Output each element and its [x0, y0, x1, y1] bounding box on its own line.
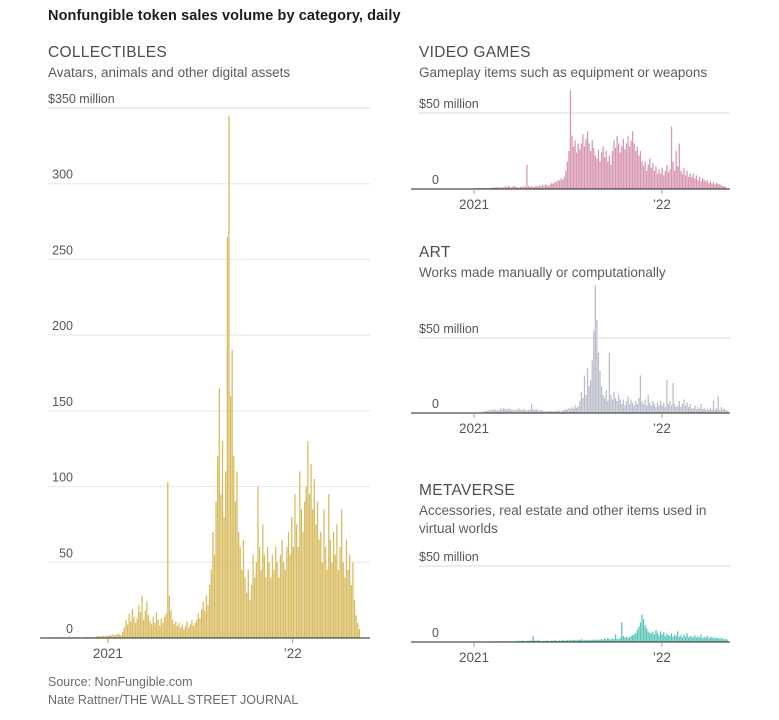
- figure-title: Nonfungible token sales volume by category, daily: [48, 8, 401, 24]
- svg-text:$350 million: $350 million: [48, 92, 115, 106]
- svg-text:0: 0: [432, 626, 439, 640]
- chart-panel-collectibles: [48, 44, 370, 668]
- svg-text:2021: 2021: [92, 646, 123, 661]
- chart-panel-video-games: [419, 44, 730, 219]
- svg-text:’22: ’22: [283, 646, 302, 661]
- svg-text:300: 300: [52, 167, 73, 182]
- metaverse-heading: METAVERSE: [419, 482, 516, 499]
- art-chart: [419, 286, 730, 443]
- video-games-subtitle: Gameplay items such as equipment or weapons: [419, 65, 708, 80]
- svg-text:0: 0: [432, 397, 439, 411]
- svg-text:0: 0: [432, 173, 439, 187]
- collectibles-heading: COLLECTIBLES: [48, 44, 168, 61]
- svg-text:’22: ’22: [652, 197, 671, 212]
- collectibles-subtitle: Avatars, animals and other digital assets: [48, 65, 291, 80]
- svg-text:2021: 2021: [459, 650, 490, 665]
- video-games-heading: VIDEO GAMES: [419, 44, 531, 61]
- svg-text:$50 million: $50 million: [419, 97, 479, 111]
- svg-text:$50 million: $50 million: [419, 550, 479, 564]
- art-subtitle: Works made manually or computationally: [419, 265, 666, 280]
- metaverse-chart: [419, 544, 730, 672]
- svg-text:2021: 2021: [459, 197, 490, 212]
- svg-text:250: 250: [52, 243, 73, 258]
- art-heading: ART: [419, 244, 451, 261]
- svg-text:0: 0: [66, 622, 73, 636]
- collectibles-chart: [48, 88, 370, 668]
- svg-text:$50 million: $50 million: [419, 322, 479, 336]
- video-games-chart: [419, 86, 730, 219]
- metaverse-subtitle: Accessories, real estate and other items used in virtual worlds: [419, 503, 707, 536]
- svg-text:150: 150: [52, 394, 73, 409]
- svg-text:’22: ’22: [652, 650, 671, 665]
- svg-text:100: 100: [52, 470, 73, 485]
- credit-line: Nate Rattner/THE WALL STREET JOURNAL: [48, 692, 299, 707]
- svg-text:200: 200: [52, 319, 73, 334]
- svg-text:’22: ’22: [652, 421, 671, 436]
- chart-panel-art: [419, 244, 730, 443]
- source-note: [48, 674, 298, 709]
- source-line: Source: NonFungible.com: [48, 675, 193, 689]
- chart-panel-metaverse: [419, 482, 730, 672]
- svg-text:2021: 2021: [459, 421, 490, 436]
- svg-text:50: 50: [59, 546, 73, 561]
